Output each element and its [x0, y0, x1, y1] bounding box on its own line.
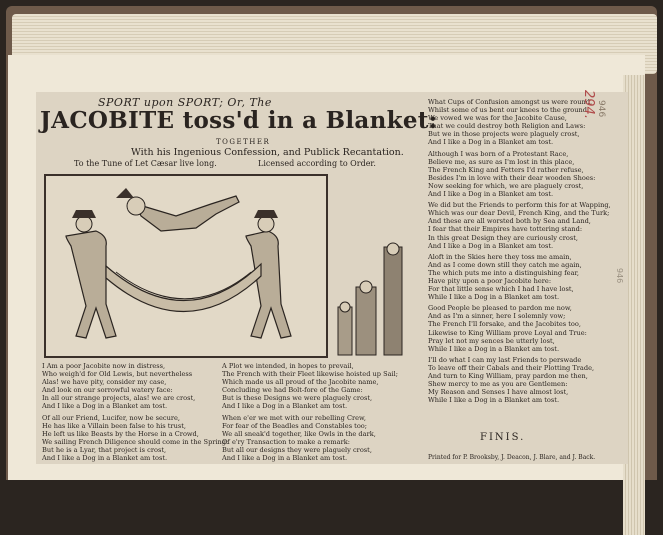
verse-line: Of e'ry Transaction to make a remark: — [222, 437, 350, 446]
pencil-note: 946 — [615, 268, 624, 284]
shelfmark-number: 294. — [581, 90, 596, 119]
verse-line: Likewise to King William prove Loyal and True: — [428, 328, 587, 337]
title-line-1: SPORT upon SPORT; Or, The — [98, 96, 272, 109]
verse-line: And as I'm a sinner, here I solemnly vow; — [428, 312, 566, 321]
verse-line: He left us like Beasts by the Horse in a Crowd, — [42, 429, 199, 438]
verse-line: The French I'll forsake, and the Jacobites too, — [428, 320, 581, 329]
verse-line: Have pity upon a poor Jacobite here: — [428, 276, 552, 285]
verse-line: Who weigh'd for Old Lewis, but nevertheless — [42, 370, 193, 379]
verse-line: To leave off their Cabals and their Plotting Trade, — [428, 363, 595, 372]
verse-line: Alas! we have pity, consider my case, — [42, 378, 167, 387]
verse-line: But is these Designs we were plaguely crost, — [222, 394, 373, 403]
licensed-line: Licensed according to Order. — [258, 159, 376, 168]
verse-line: And turn to King William, pray pardon me then, — [428, 372, 588, 380]
verse-line: For fear of the Beadles and Constables too; — [222, 421, 367, 430]
verse-line: That we could destroy both Religion and Laws: — [428, 122, 586, 131]
shelfmark-secondary: 946 — [596, 100, 606, 118]
verse-line: While I like a Dog in a Blanket am tost. — [428, 396, 560, 405]
together-label: TOGETHER — [216, 138, 271, 146]
verse-line: And I like a Dog in a Blanket am tost. — [222, 454, 348, 463]
verse-line: We sailing French Diligence should come in the Spring: — [42, 437, 229, 446]
verse-line: But we in those projects were plaguely crost, — [428, 130, 580, 139]
verse-column-3 — [428, 98, 611, 404]
verse-line: We vowed we was for the Jacobite Cause, — [428, 114, 567, 123]
verse-column-1 — [42, 362, 228, 462]
verse-line: The French with their Fleet likewise hoisted up Sail; — [222, 370, 398, 379]
verse-line: And I like a Dog in a Blanket am tost. — [428, 241, 554, 250]
verse-line: When e'er we met with our rebelling Crew, — [222, 413, 367, 422]
verse-line: And I like a Dog in a Blanket am tost. — [428, 190, 554, 199]
verse-line: Of all our Friend, Lucifer, now be secure, — [42, 413, 180, 422]
blanket-toss-picture — [46, 176, 326, 356]
verse-line: Good People be pleased to pardon me now, — [428, 304, 572, 313]
verse-line: The which puts me into a distinguishing fear, — [428, 268, 580, 277]
verse-line: Which was our dear Devil, French King, and the Turk; — [428, 209, 610, 218]
verse-line: For that little sense which I had I have lost, — [428, 285, 574, 294]
bystanders-picture — [336, 237, 410, 357]
verse-line: A Plot we intended, in hopes to prevail, — [222, 362, 354, 370]
verse-line: But all our designs they were plaguely crost, — [222, 445, 372, 454]
verse-line: In this great Design they are curiously crost, — [428, 233, 579, 242]
verse-line: My Reason and Senses I have almost lost, — [428, 388, 569, 397]
verse-line: And look on our sorrowful watery face: — [42, 386, 173, 395]
verse-line: Besides I'm in love with their dear wooden Shoes: — [428, 173, 596, 182]
verse-line: But he is a Lyar, that project is crost, — [42, 445, 167, 454]
verse-line: In all our strange projects, alas! we are crost, — [42, 394, 196, 403]
verse-line: Aloft in the Skies here they toss me amain, — [428, 252, 572, 261]
small-woodcut-figures — [336, 237, 410, 357]
verse-line: Concluding we had Bolt-fore of the Game: — [222, 386, 363, 395]
verse-line: Pray let not my sences be utterly lost, — [428, 336, 555, 345]
verse-line: I Am a poor Jacobite now in distress, — [42, 362, 166, 370]
verse-line: And I like a Dog in a Blanket am tost. — [428, 138, 554, 147]
verse-line: Now seeking for which, we are plaguely crost, — [428, 181, 584, 190]
verse-line: Shew mercy to me as you are Gentlemen: — [428, 380, 568, 389]
verse-line: And as I come down still they catch me again, — [428, 260, 582, 269]
verse-line: And I like a Dog in a Blanket am tost. — [42, 454, 168, 463]
verse-line: What Cups of Confusion amongst us were round, — [428, 98, 593, 106]
verse-line: I'll do what I can my last Friends to perswade — [428, 355, 582, 364]
tune-line: To the Tune of Let Cæsar live long. — [74, 159, 217, 168]
verse-line: Believe me, as sure as I'm lost in this place, — [428, 157, 575, 166]
verse-line: And I like a Dog in a Blanket am tost. — [42, 402, 168, 411]
main-title: JACOBITE toss'd in a Blanket: — [40, 107, 438, 134]
verse-line: We all sneak'd together, like Owls in the dark, — [222, 429, 376, 438]
verse-line: Whilst some of us bent our knees to the ground, — [428, 106, 590, 115]
verse-line: And I like a Dog in a Blanket am tost. — [222, 402, 348, 411]
verse-line: Which made us all proud of the Jacobite name, — [222, 378, 379, 387]
verse-line: And these are all worsted both by Sea and Land, — [428, 217, 591, 226]
verse-line: The French King and Fetters I'd rather refuse, — [428, 165, 584, 174]
verse-line: While I like a Dog in a Blanket am tost. — [428, 344, 560, 353]
subtitle: With his Ingenious Confession, and Publick Recantation. — [131, 147, 404, 158]
verse-line: He has like a Villain been false to his trust, — [42, 421, 186, 430]
verse-column-2 — [222, 362, 398, 462]
printer-imprint: Printed for P. Brooksby, J. Deacon, J. Blare, and J. Back. — [428, 454, 596, 461]
verse-line: We did but the Friends to perform this for at Wapping, — [428, 201, 611, 210]
woodcut-illustration — [44, 174, 328, 358]
verse-line: Although I was born of a Protestant Race, — [428, 149, 569, 158]
broadside-sheet — [36, 92, 628, 464]
finis-label: FINIS. — [480, 432, 526, 443]
verse-line: I fear that their Empires have tottering stand: — [428, 225, 583, 234]
verse-line: While I like a Dog in a Blanket am tost. — [428, 293, 560, 302]
